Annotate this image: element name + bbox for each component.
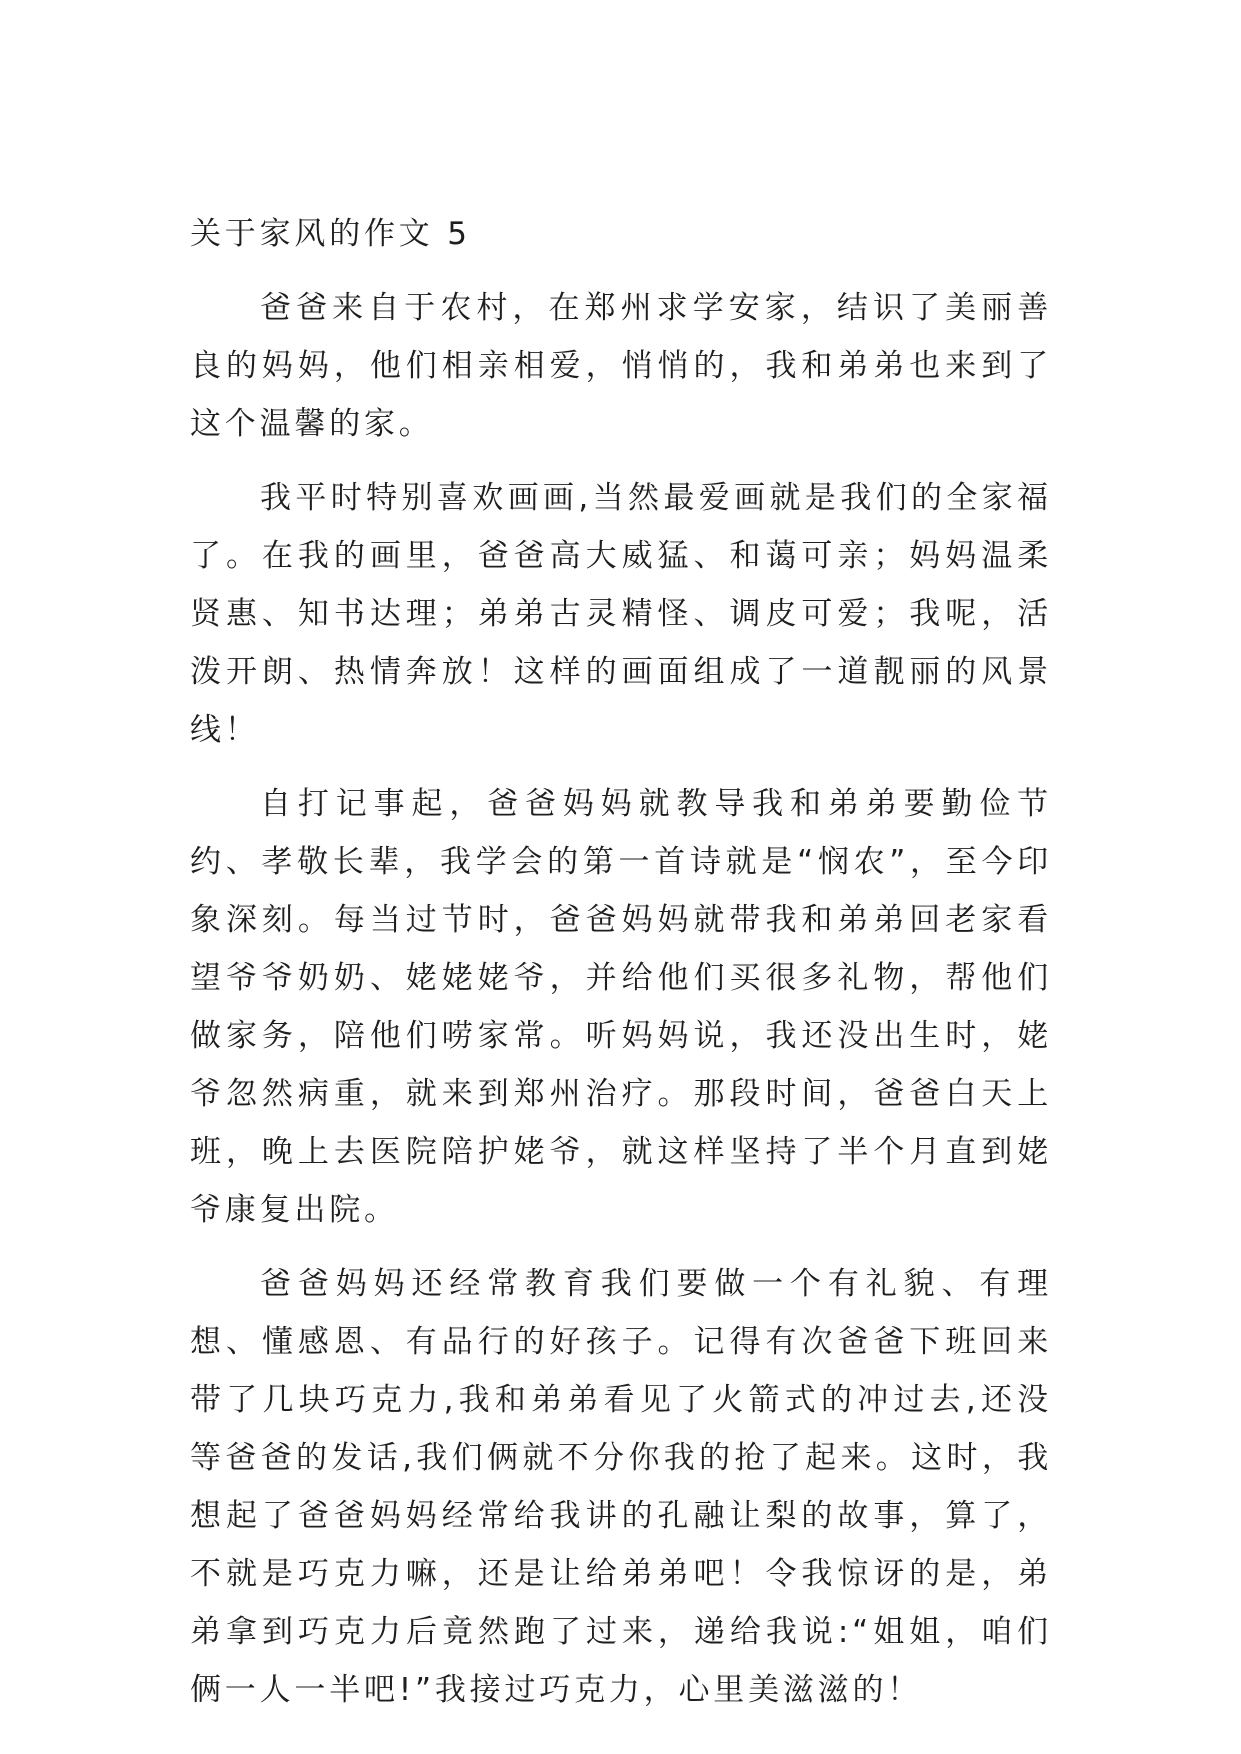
document-body: [190, 205, 1052, 1719]
document-title: 关于家风的作文 5: [190, 216, 471, 252]
paragraph-2: 我平时特别喜欢画画,当然最爱画就是我们的全家福了。在我的画里，爸爸高大威猛、和蔼可亲；妈妈温柔贤惠、知书达理；弟弟古灵精怪、调皮可爱；我呢，活泼开朗、热情奔放！这样的画面组成了一道靓丽的风景线！: [190, 480, 1052, 748]
paragraph-4: 爸爸妈妈还经常教育我们要做一个有礼貌、有理想、懂感恩、有品行的好孩子。记得有次爸爸下班回来带了几块巧克力,我和弟弟看见了火箭式的冲过去,还没等爸爸的发话,我们俩就不分你我的抢了起来。这时，我想起了爸爸妈妈经常给我讲的孔融让梨的故事，算了，不就是巧克力嘛，还是让给弟弟吧！令我惊讶的是，弟弟拿到巧克力后竟然跑了过来，递给我说:“姐姐，咱们俩一人一半吧!”我接过巧克力，心里美滋滋的！: [190, 1266, 1052, 1708]
paragraph-1: 爸爸来自于农村，在郑州求学安家，结识了美丽善良的妈妈，他们相亲相爱，悄悄的，我和弟弟也来到了这个温馨的家。: [190, 290, 1052, 442]
paragraph-3: 自打记事起，爸爸妈妈就教导我和弟弟要勤俭节约、孝敬长辈，我学会的第一首诗就是“悯农”，至今印象深刻。每当过节时，爸爸妈妈就带我和弟弟回老家看望爷爷奶奶、姥姥姥爷，并给他们买很多礼物，帮他们做家务，陪他们唠家常。听妈妈说，我还没出生时，姥爷忽然病重，就来到郑州治疗。那段时间，爸爸白天上班，晚上去医院陪护姥爷，就这样坚持了半个月直到姥爷康复出院。: [190, 786, 1052, 1228]
